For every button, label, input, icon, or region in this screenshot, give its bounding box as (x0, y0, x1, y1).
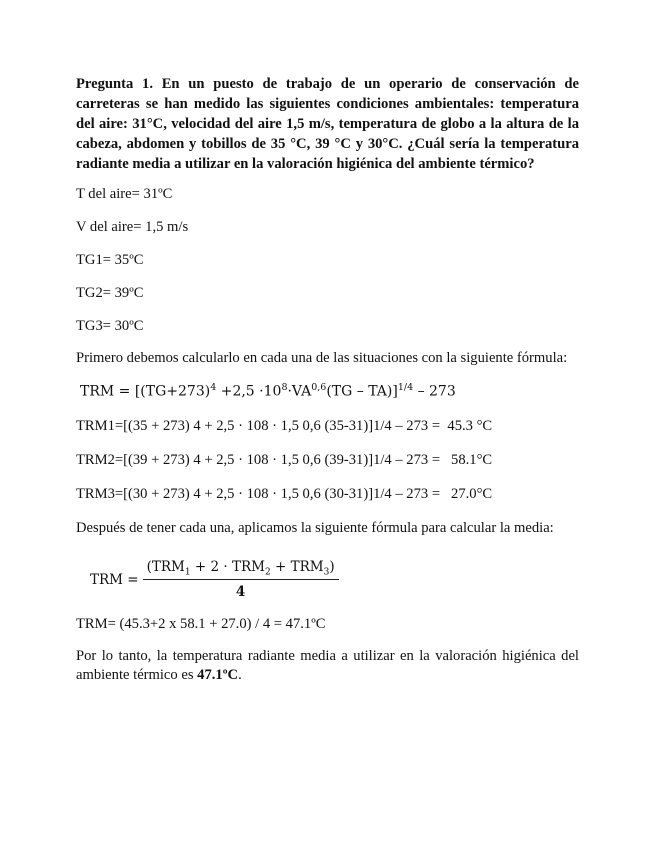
question-text: Pregunta 1. En un puesto de trabajo de un operario de conservación de carreteras se han medido las siguientes condiciones ambientales: temperatura del aire: 31°C, velocidad del aire 1,5 m/s, temperatura de globo a la altura de la cabeza, abdomen y tobillos de 35 °C, 39 °C y 30°C. ¿Cuál sería la temperatura radiante media a utilizar en la valoración higiénica del ambiente térmico? (76, 76, 579, 172)
document-page (76, 74, 579, 697)
after-text: Después de tener cada una, aplicamos la siguiente fórmula para calcular la media: (76, 519, 554, 536)
trm2-calc: TRM2=[(39 + 273) 4 + 2,5 · 108 · 1,5 0,6 (39-31)]1/4 – 273 = 58.1°C (76, 451, 493, 468)
given-tg1: TG1= 35ºC (76, 252, 144, 268)
conclusion-text: Por lo tanto, la temperatura radiante media a utilizar en la valoración higiénica del ambiente térmico es 47.1ºC. (76, 648, 579, 684)
conclusion-value: 47.1ºC (197, 667, 239, 684)
given-tg3: TG3= 30ºC (76, 318, 144, 334)
mean-formula: TRM = $\frac{(TRM_1 + 2 \cdot TRM_2 + TRM_3)}{4}$ (90, 559, 339, 601)
given-air-temp: T del aire= 31ºC (76, 186, 173, 202)
trm3-result: 27.0°C (451, 485, 493, 502)
trm-formula: TRM = $[(TG+273)^4 +2,5 \cdot 10^8\cdot VA^{0,6}(TG - TA)]^{1/4} - 273$ (80, 382, 456, 400)
given-tg2: TG2= 39ºC (76, 285, 144, 301)
given-air-speed: V del aire= 1,5 m/s (76, 219, 189, 235)
trm1-calc: TRM1=[(35 + 273) 4 + 2,5 · 108 · 1,5 0,6 (35-31)]1/4 – 273 = 45.3 °C (76, 417, 493, 434)
mean-calc: TRM= (45.3+2 x 58.1 + 27.0) / 4 = 47.1ºC (76, 616, 326, 633)
intro-text: Primero debemos calcularlo en cada una de las situaciones con la siguiente fórmula: (76, 350, 568, 366)
trm3-calc: TRM3=[(30 + 273) 4 + 2,5 · 108 · 1,5 0,6 (30-31)]1/4 – 273 = 27.0°C (76, 485, 493, 502)
trm1-result: 45.3 °C (447, 417, 493, 434)
trm2-result: 58.1°C (451, 451, 493, 468)
